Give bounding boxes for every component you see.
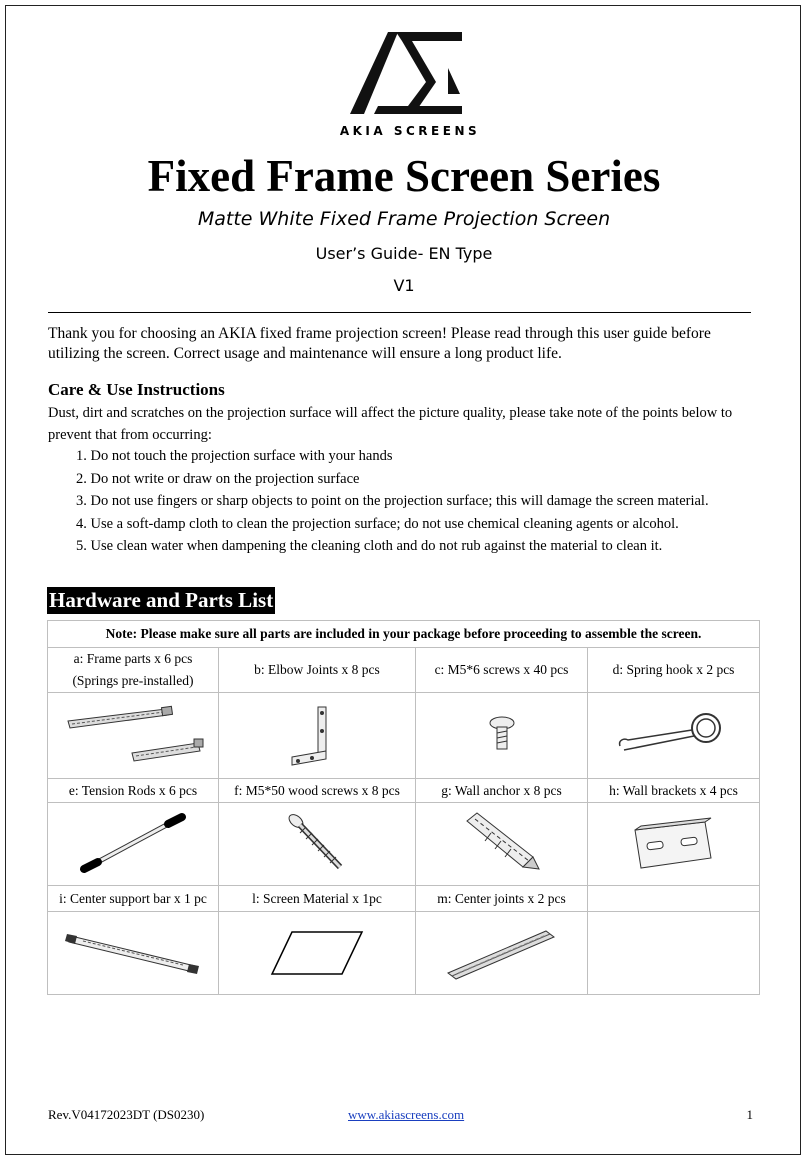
part-a-line2: (Springs pre-installed) [72, 673, 194, 688]
tension-rod-image [48, 803, 219, 886]
part-a-line1: a: Frame parts x 6 pcs [73, 651, 193, 666]
center-support-bar-image [48, 912, 219, 995]
wood-screw-image [219, 803, 416, 886]
akia-logo [330, 28, 490, 140]
page-subtitle: Matte White Fixed Frame Projection Screen [197, 208, 611, 230]
page-title: Fixed Frame Screen Series [147, 151, 661, 201]
divider [48, 312, 751, 313]
part-d-label: d: Spring hook x 2 pcs [588, 648, 760, 693]
wall-bracket-image [588, 803, 760, 886]
list-item: 5. Use clean water when dampening the cleaning cloth and do not rub against the material to clean it. [76, 538, 663, 554]
part-f-label: f: M5*50 wood screws x 8 pcs [219, 779, 416, 803]
empty-cell [588, 912, 760, 995]
frame-parts-image [48, 693, 219, 779]
care-list [48, 445, 753, 558]
page-number: 1 [746, 1107, 753, 1122]
center-joint-image [416, 912, 588, 995]
part-h-label: h: Wall brackets x 4 pcs [588, 779, 760, 803]
wall-anchor-image [416, 803, 588, 886]
part-a-label [48, 648, 219, 693]
list-item: 1. Do not touch the projection surface with your hands [76, 448, 393, 464]
guide-type: User’s Guide- EN Type [315, 244, 493, 263]
screen-material-image [219, 912, 416, 995]
parts-note: Note: Please make sure all parts are included in your package before proceeding to assemble the screen. [48, 621, 760, 648]
care-intro: Dust, dirt and scratches on the projection surface will affect the picture quality, please take note of the points below to prevent that from occurring: [48, 405, 733, 443]
intro-paragraph: Thank you for choosing an AKIA fixed frame projection screen! Please read through this user guide before utilizing the screen. Correct usage and maintenance will ensure a long product life. [48, 325, 711, 362]
revision-code: Rev.V04172023DT (DS0230) [48, 1107, 205, 1122]
list-item: 2. Do not write or draw on the projection surface [76, 470, 360, 487]
akia-logo-mark [330, 28, 490, 118]
elbow-joint-image [219, 693, 416, 779]
part-m-label: m: Center joints x 2 pcs [416, 886, 588, 912]
part-i-label: i: Center support bar x 1 pc [48, 886, 219, 912]
version-label: V1 [393, 276, 415, 295]
part-g-label: g: Wall anchor x 8 pcs [416, 779, 588, 803]
empty-cell [588, 886, 760, 912]
part-e-label: e: Tension Rods x 6 pcs [48, 779, 219, 803]
logo-text: AKIA SCREENS [339, 124, 481, 138]
list-item: 4. Use a soft-damp cloth to clean the projection surface; do not use chemical cleaning agents or alcohol. [76, 515, 679, 532]
spring-hook-image [588, 693, 760, 779]
parts-heading: Hardware and Parts List [49, 588, 274, 612]
care-heading: Care & Use Instructions [48, 380, 225, 399]
part-c-label: c: M5*6 screws x 40 pcs [416, 648, 588, 693]
parts-table [47, 620, 760, 995]
list-item: 3. Do not use fingers or sharp objects to point on the projection surface; this will damage the screen material. [76, 493, 709, 509]
screw-image [416, 693, 588, 779]
website-link[interactable]: www.akiascreens.com [348, 1107, 465, 1122]
part-l-label: l: Screen Material x 1pc [219, 886, 416, 912]
part-b-label: b: Elbow Joints x 8 pcs [219, 648, 416, 693]
